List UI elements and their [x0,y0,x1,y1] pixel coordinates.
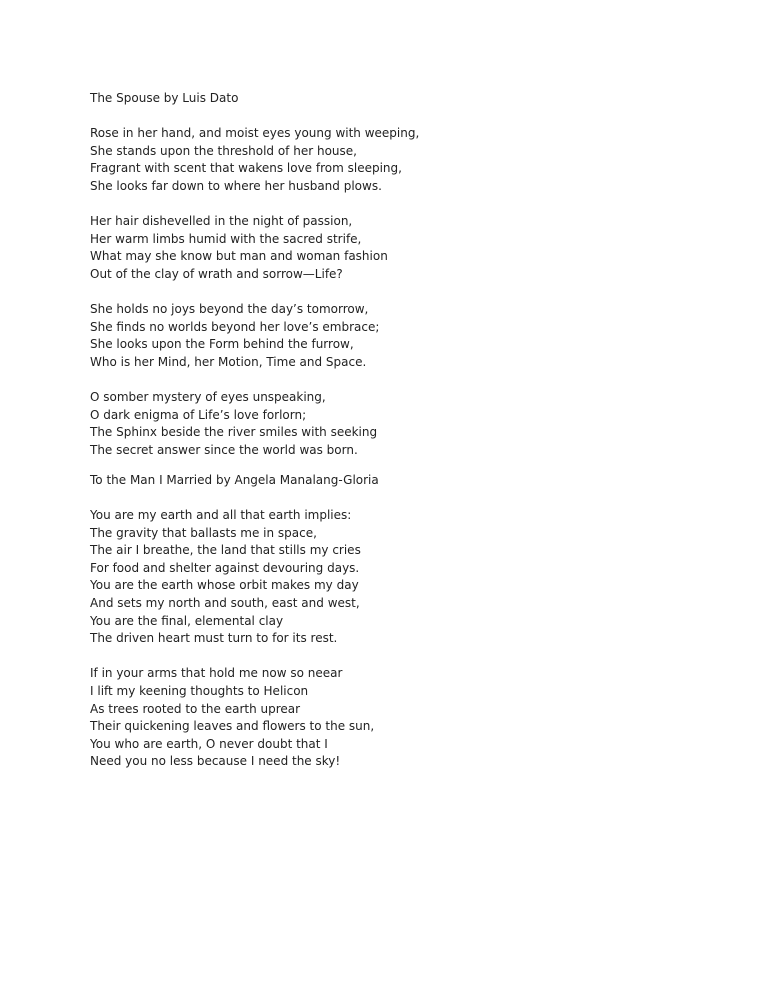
poem-line: Who is her Mind, her Motion, Time and Space. [90,354,367,369]
stanza [90,665,710,771]
stanza [90,507,710,648]
stanza [90,389,710,459]
poem-line: Their quickening leaves and flowers to the sun, [90,719,375,734]
poem-line: She stands upon the threshold of her house, [90,143,357,158]
poem-line: O somber mystery of eyes unspeaking, [90,390,326,405]
poem-line: Rose in her hand, and moist eyes young with weeping, [90,126,420,141]
poem-line: The Sphinx beside the river smiles with seeking [90,425,378,440]
poem-line: If in your arms that hold me now so neear [90,666,343,681]
poem-line: I lift my keening thoughts to Helicon [90,683,309,698]
poem-line: She looks far down to where her husband plows. [90,178,382,193]
poem-line: The secret answer since the world was born. [90,442,358,457]
poem-line: Need you no less because I need the sky! [90,754,341,769]
poem-line: She finds no worlds beyond her love’s embrace; [90,319,380,334]
poem-line: The air I breathe, the land that stills my cries [90,543,361,558]
poem-title: The Spouse by Luis Dato [90,91,239,105]
poem-line: She looks upon the Form behind the furrow, [90,337,354,352]
poem-line: Her warm limbs humid with the sacred strife, [90,231,362,246]
poem-line: You are the final, elemental clay [90,613,284,628]
poem-line: O dark enigma of Life’s love forlorn; [90,407,307,422]
poem-line: What may she know but man and woman fashion [90,249,388,264]
document-page [90,90,710,771]
poem-line: As trees rooted to the earth uprear [90,701,301,716]
poem-line: You are the earth whose orbit makes my day [90,578,359,593]
poem-line: Her hair dishevelled in the night of passion, [90,214,353,229]
poem-title: To the Man I Married by Angela Manalang-Gloria [90,472,379,487]
poem-line: The driven heart must turn to for its rest. [90,631,338,646]
poem-line: You are my earth and all that earth implies: [90,508,352,523]
poem-line: The gravity that ballasts me in space, [90,525,317,540]
stanza [90,125,710,195]
poem-line: Out of the clay of wrath and sorrow—Life? [90,266,343,281]
poem [90,90,710,459]
poem-line: She holds no joys beyond the day’s tomorrow, [90,302,369,317]
poem-line: Fragrant with scent that wakens love from sleeping, [90,161,402,176]
poem-line: For food and shelter against devouring days. [90,560,360,575]
stanza [90,213,710,283]
stanza [90,301,710,371]
poem [90,472,710,771]
poem-line: And sets my north and south, east and west, [90,596,360,611]
poem-line: You who are earth, O never doubt that I [90,736,328,751]
